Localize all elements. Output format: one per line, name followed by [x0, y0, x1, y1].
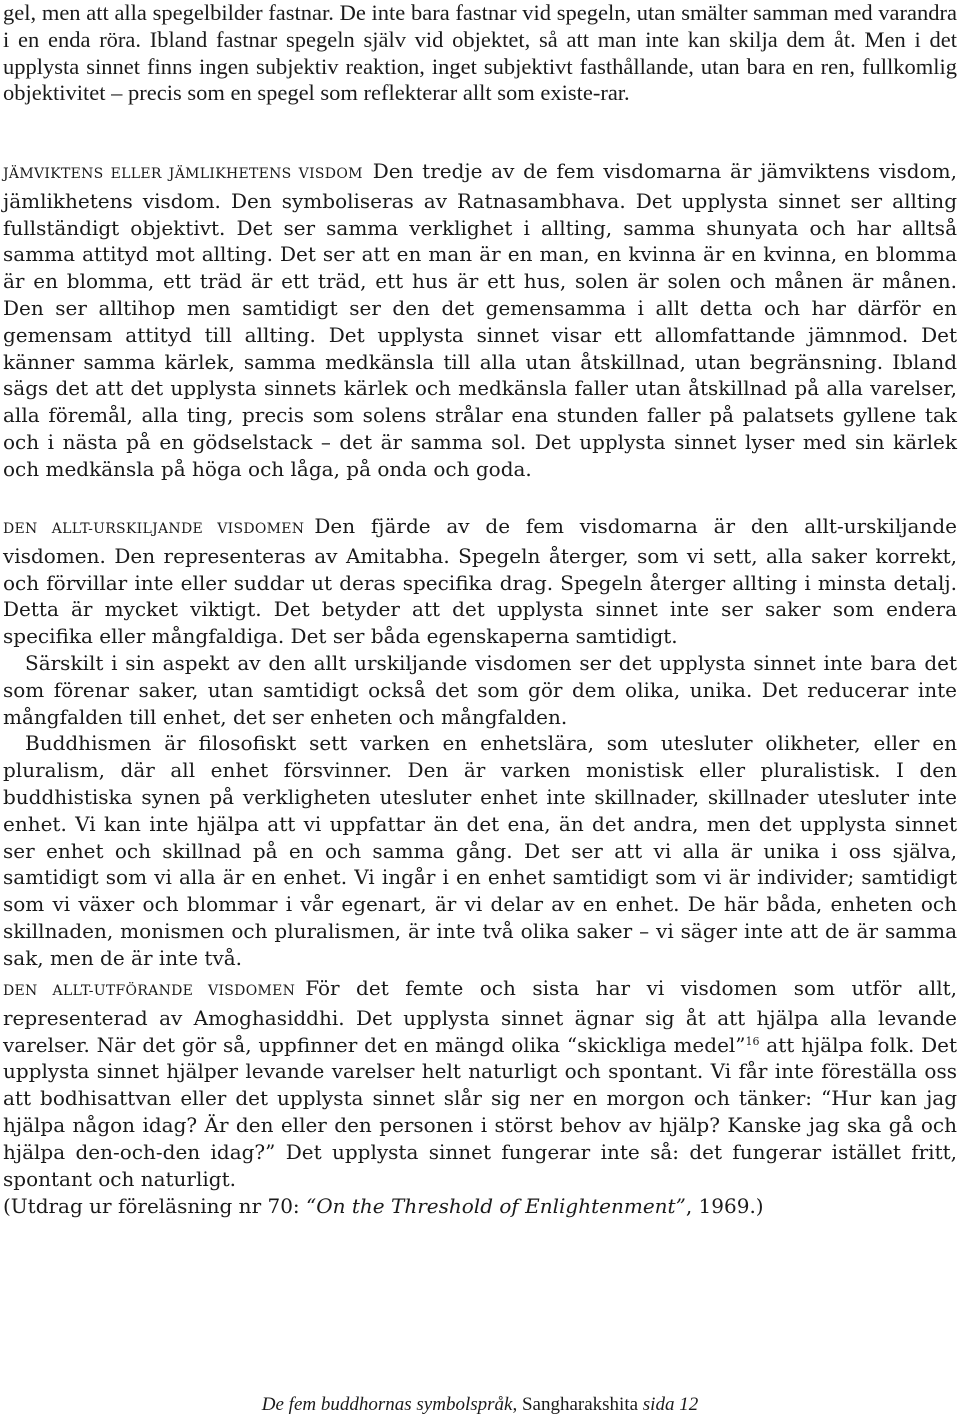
section-equanimity	[3, 158, 957, 483]
section-heading-accomplishing: DEN ALLT-UTFÖRANDE VISDOMEN	[3, 983, 296, 999]
caption-prefix: (Utdrag ur föreläsning nr 70:	[3, 1194, 307, 1218]
opening-paragraph: gel, men att alla spegelbilder fastnar. De inte bara fastnar vid spegeln, utan smälter samman med varandra i en enda röra. Ibland fastnar spegeln själv vid objektet, så att man inte kan skilja dem åt. Men i det upplysta sinnet finns ingen subjektiv reaktion, inget subjektivt fasthållande, utan bara en ren, fullkomlig objektivitet – precis som en spegel som reflekterar allt som existe-rar.	[3, 0, 957, 106]
footer-book-title: De fem buddhornas symbolspråk	[261, 1394, 513, 1415]
section-discriminating-text: Den fjärde av de fem visdomarna är den allt-urskiljande visdomen. Den representeras av Amitabha. Spegeln återger, som vi sett, alla saker korrekt, och förvillar inte eller suddar ut deras specifika drag. Spegeln återger allting i minsta detalj. Detta är mycket viktigt. Det betyder att det upplysta sinnet inte ser saker som endera specifika eller mångfaldiga. Det ser båda egenskaperna samtidigt.	[3, 514, 957, 649]
opening-paragraph-block	[3, 0, 957, 107]
section-equanimity-paragraph	[3, 158, 957, 483]
section-heading-equanimity: JÄMVIKTENS ELLER JÄMLIKHETENS VISDOM	[3, 166, 363, 182]
footer-separator: ,	[512, 1394, 522, 1415]
section-discriminating-paragraph	[3, 513, 957, 650]
page-footer	[0, 1393, 960, 1417]
footer-author: Sangharakshita	[521, 1394, 639, 1415]
section-accomplishing-text-b: att hjälpa folk. Det upplysta sinnet hjälper levande varelser helt naturligt och spontant. Vi får inte föreställa oss att bodhisattvan eller det upplysta sinnet slår sig ner en morgon och tänker: “Hur kan jag hjälpa någon idag? Är den eller den personen i störst behov av hjälp? Kanske jag ska gå och hjälpa den-och-den idag?” Det upplysta sinnet fungerar inte så: det fungerar istället fritt, spontant och naturligt.	[3, 1032, 957, 1191]
caption-lecture-title: “On the Threshold of Enlightenment”	[306, 1194, 686, 1218]
caption-suffix: , 1969.)	[685, 1194, 764, 1218]
footnote-reference: 16	[745, 1034, 760, 1048]
section-equanimity-text: Den tredje av de fem visdomarna är jämviktens visdom, jämlikhetens visdom. Den symboliseras av Ratnasambhava. Det upplysta sinnet ser allting fullständigt objektivt. Det ser samma verklighet i allting, samma shunyata och har alltså samma attityd mot allting. Det ser att en man är en man, en kvinna är en kvinna, en blomma är en blomma, ett träd är ett träd, ett hus är ett hus, solen är solen och månen är månen. Den ser alltihop men samtidigt ser den det gemensamma i allt detta och har därför en gemensam attityd till allting. Det upplysta sinnet visar ett allomfattande jämnmod. Det känner samma kärlek, samma medkänsla till alla utan åtskillnad, utan begränsning. Ibland sägs det att det upplysta sinnets kärlek och medkänsla faller utan åtskillnad på alla varelser, alla föremål, alla ting, precis som solens strålar ena stunden faller på palatsets gyllene tak och i nästa på en gödselstack – det är samma sol. Det upplysta sinnet lyser med sin kärlek och medkänsla på höga och låga, på onda och goda.	[3, 159, 957, 481]
source-caption	[3, 1193, 957, 1219]
section-heading-discriminating: DEN ALLT-URSKILJANDE VISDOMEN	[3, 521, 305, 537]
section-accomplishing	[3, 975, 957, 1192]
section-accomplishing-paragraph	[3, 975, 957, 1192]
section-discriminating	[3, 513, 957, 972]
footer-page-number: sida 12	[642, 1394, 699, 1415]
source-caption-block	[3, 1193, 957, 1219]
section-discriminating-paragraph-2: Särskilt i sin aspekt av den allt urskiljande visdomen ser det upplysta sinnet inte bara det som förenar saker, utan samtidigt också det som gör dem olika, unika. Det reducerar inte mångfalden till enhet, det ser enheten och mångfalden.	[3, 650, 957, 729]
section-accomplishing-text-a: För det femte och sista har vi visdomen som utför allt, representerad av Amoghasiddhi. Det upplysta sinnet ägnar sig åt att hjälpa alla levande varelser. När det gör så, uppfinner det en mängd olika “skickliga medel”	[3, 976, 957, 1057]
section-discriminating-paragraph-3: Buddhismen är filosofiskt sett varken en enhetslära, som utesluter olikheter, eller en pluralism, där all enhet försvinner. Den är varken monistisk eller pluralistisk. I den buddhistiska synen på verkligheten utesluter enhet inte skillnader, skillnader utesluter inte enhet. Vi kan inte hjälpa att vi uppfattar än det ena, än det andra, men det upplysta sinnet ser enhet och skillnad på en och samma gång. Det ser att vi alla är unika i oss själva, samtidigt som vi alla är en enhet. Vi ingår i en enhet samtidigt som vi är individer; samtidigt som vi växer och blommar i vår egenart, är vi delar av en enhet. De här båda, enheten och skillnaden, monismen och pluralismen, är inte två olika saker – vi säger inte att de är samma sak, men de är inte två.	[3, 731, 957, 970]
